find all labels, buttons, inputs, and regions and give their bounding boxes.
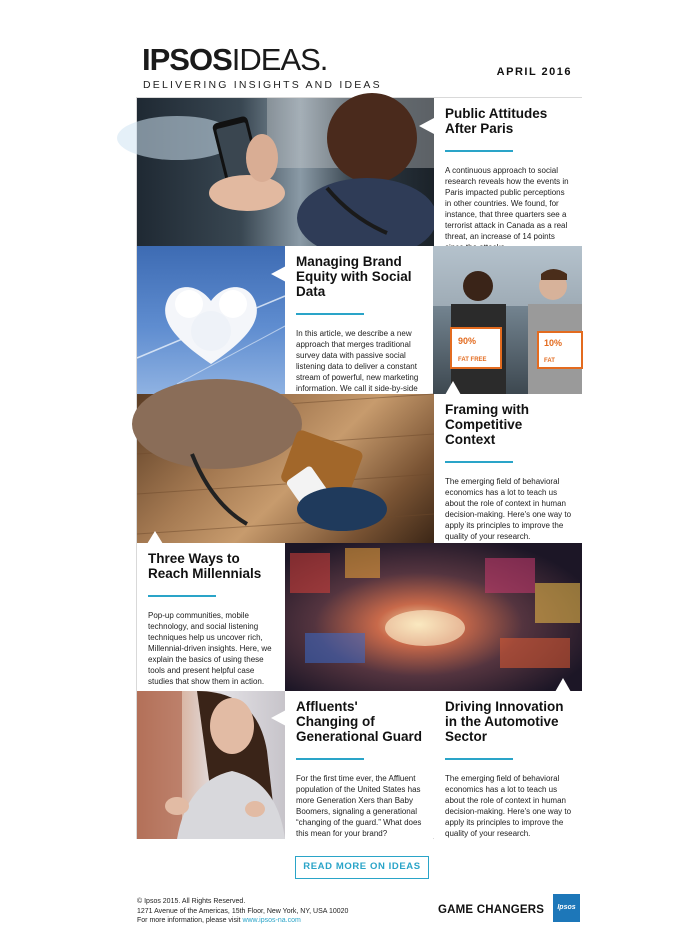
article-body: The emerging field of behavioral economics has a lot to teach us about the role of context in human decision-making. Here's one way to apply its principles to improve the quality of your research. [445,476,572,541]
article-title[interactable]: Framing with Competitive Context [445,402,529,447]
article-title[interactable]: Driving Innovation in the Automotive Sector [445,699,564,744]
article-body: Pop-up communities, mobile technology, and social listening techniques help us uncover rich, Millennial-driven insights. Here, we explain the basics of using these tools and present helpful case studies that show them in action. [148,610,272,686]
article-title[interactable]: Affluents' Changing of Generational Guard [296,699,423,744]
accent-divider [296,758,364,760]
accent-divider [445,461,513,463]
footer-info [137,897,348,926]
accent-divider [296,313,364,315]
article-body: For the first time ever, the Affluent population of the United States has more Generation Xers than Baby Boomers, signaling a generational “changing of the guard.” What does this mean for your brand? [296,773,422,838]
phone-photo[interactable] [137,98,434,246]
article-body: The emerging field of behavioral economics has a lot to teach us about the role of context in human decision-making. Here's one way to apply its principles to improve the quality of your research. [445,773,572,838]
more-info: For more information, please visit www.ipsos-na.com [137,917,301,924]
ipsos-logo-badge[interactable]: Ipsos [553,894,580,922]
article-card[interactable] [137,543,285,691]
article-card[interactable] [285,691,433,839]
pointer-notch [147,531,163,544]
tagline: DELIVERING INSIGHTS AND IDEAS [143,79,382,91]
woman-portrait-photo[interactable] [137,691,285,839]
accent-divider [445,150,513,152]
article-card[interactable] [434,98,582,246]
heart-cloud-photo[interactable] [137,246,285,394]
men-holding-signs-photo[interactable] [433,246,582,394]
ipsos-ideas-logo: IPSOSIDEAS. [142,42,328,77]
pointer-notch [445,381,461,395]
sign-sublabel-left: FAT FREE [458,357,487,363]
woman-with-phone-photo[interactable] [137,394,434,543]
website-link[interactable]: www.ipsos-na.com [242,917,301,924]
sign-label-right: 10% [544,338,563,348]
accent-divider [445,758,513,760]
pointer-notch [555,678,571,692]
article-card[interactable] [434,394,582,543]
article-card[interactable] [285,246,433,394]
pointer-notch [419,118,434,134]
issue-date: APRIL 2016 [496,66,572,78]
article-title[interactable]: Public Attitudes After Paris [445,106,548,136]
article-body: A continuous approach to social research reveals how the events in Paris impacted public perceptions in other countries. We found, for instance, that three quarters see a terrorist attack in Canada as a real threat, an increase of 14 points [445,165,569,241]
article-card[interactable] [434,691,582,839]
address: 1271 Avenue of the Americas, 15th Floor, New York, NY, USA 10020 [137,907,349,915]
article-body: In this article, we describe a new approach that merges traditional survey data with passive social listening data to deliver a constant stream of powerful, new marketing information. We call it side-by-side [296,328,419,393]
read-more-button[interactable]: READ MORE ON IDEAS [295,856,429,879]
article-title[interactable]: Three Ways to Reach Millennials [148,551,262,581]
city-lights-photo[interactable] [285,543,582,691]
article-title[interactable]: Managing Brand Equity with Social Data [296,254,412,299]
sign-sublabel-right: FAT [544,358,555,364]
pointer-notch [271,710,286,726]
article-grid [136,97,582,839]
sign-label-left: 90% [458,336,477,346]
accent-divider [148,595,216,597]
game-changers-slogan: GAME CHANGERS [438,904,545,916]
copyright: © Ipsos 2015. All Rights Reserved. [137,898,246,905]
pointer-notch [271,266,286,282]
